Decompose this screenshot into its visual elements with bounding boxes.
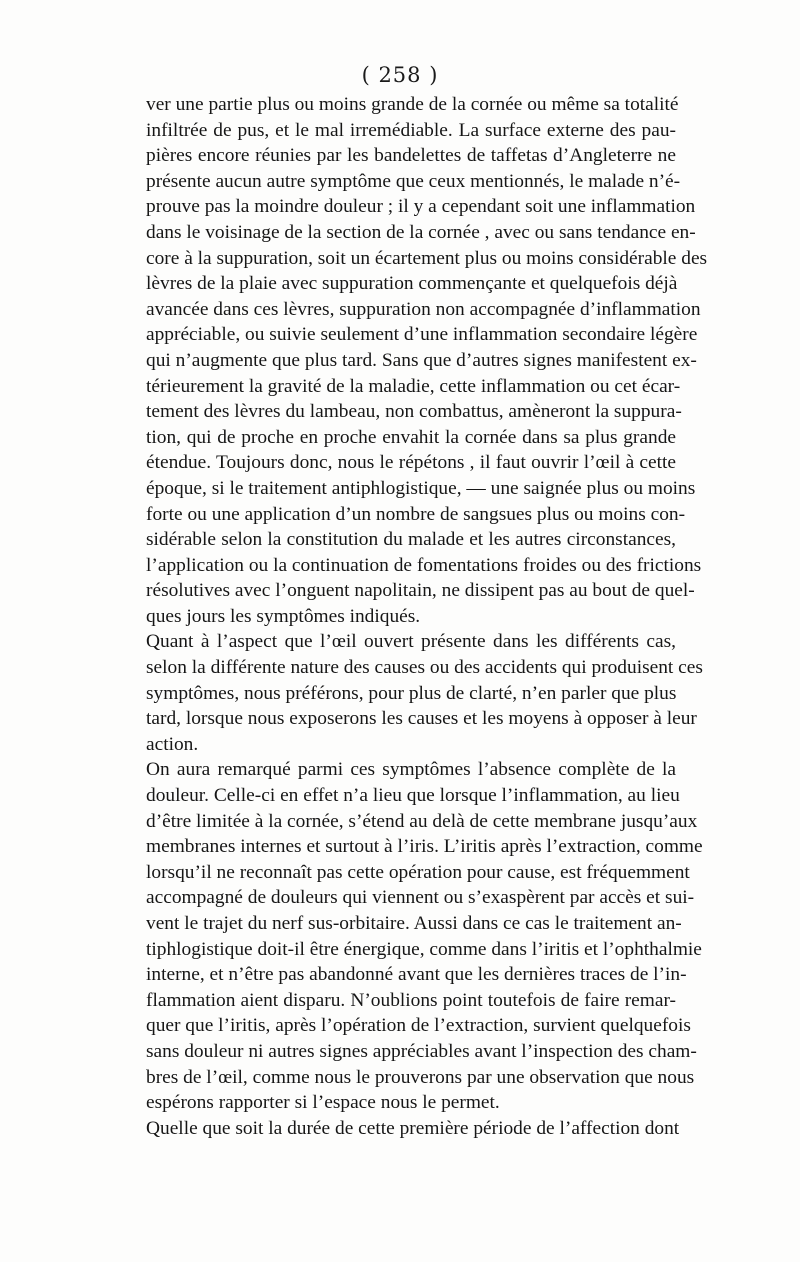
- text-line: selon la différente nature des causes ou des accidents qui produisent ces: [146, 657, 703, 679]
- text-line: avancée dans ces lèvres, suppuration non accompagnée d’inflammation: [146, 298, 701, 320]
- text-line: membranes internes et surtout à l’iris. L’iritis après l’extraction, comme: [146, 836, 703, 858]
- text-line: symptômes, nous préférons, pour plus de clarté, n’en parler que plus: [146, 682, 677, 704]
- text-line: quer que l’iritis, après l’opération de l’extraction, survient quelquefois: [146, 1015, 691, 1037]
- text-line: prouve pas la moindre douleur ; il y a cependant soit une inflammation: [146, 196, 696, 218]
- text-line: action.: [146, 733, 199, 755]
- text-line: appréciable, ou suivie seulement d’une inflammation secondaire légère: [146, 324, 698, 346]
- text-line: lèvres de la plaie avec suppuration commençante et quelquefois déjà: [146, 273, 678, 295]
- text-line: bres de l’œil, comme nous le prouverons par une observation que nous: [146, 1066, 695, 1088]
- text-line: Quelle que soit la durée de cette première période de l’affection dont: [146, 1117, 680, 1139]
- page-number: ( 258 ): [361, 63, 439, 87]
- text-line: On aura remarqué parmi ces symptômes l’absence complète de la: [146, 759, 676, 781]
- text-line: vent le trajet du nerf sus-orbitaire. Aussi dans ce cas le traitement an-: [146, 913, 682, 934]
- text-line: espérons rapporter si l’espace nous le permet.: [146, 1092, 500, 1114]
- text-line: pières encore réunies par les bandelettes de taffetas d’Angleterre ne: [146, 145, 676, 167]
- text-line: interne, et n’être pas abandonné avant que les dernières traces de l’in-: [146, 964, 687, 986]
- text-line: qui n’augmente que plus tard. Sans que d’autres signes manifestent ex-: [146, 349, 697, 371]
- text-line: tard, lorsque nous exposerons les causes et les moyens à opposer à leur: [146, 708, 697, 730]
- text-line: forte ou une application d’un nombre de sangsues plus ou moins con-: [146, 503, 686, 525]
- text-line: accompagné de douleurs qui viennent ou s’exaspèrent par accès et sui-: [146, 887, 695, 909]
- text-line: d’être limitée à la cornée, s’étend au delà de cette membrane jusqu’aux: [146, 810, 698, 832]
- text-line: flammation aient disparu. N’oublions point toutefois de faire remar-: [146, 989, 676, 1011]
- text-line: ver une partie plus ou moins grande de la cornée ou même sa totalité: [146, 94, 679, 115]
- text-line: sans douleur ni autres signes appréciables avant l’inspection des cham-: [146, 1040, 697, 1062]
- text-line: tion, qui de proche en proche envahit la cornée dans sa plus grande: [146, 426, 676, 448]
- text-line: ques jours les symptômes indiqués.: [146, 605, 421, 627]
- text-line: core à la suppuration, soit un écartement plus ou moins considérable des: [146, 247, 708, 269]
- text-line: tiphlogistique doit-il être énergique, comme dans l’iritis et l’ophthalmie: [146, 938, 702, 960]
- text-line: époque, si le traitement antiphlogistique, — une saignée plus ou moins: [146, 477, 696, 499]
- text-line: tement des lèvres du lambeau, non combattus, amèneront la suppura-: [146, 401, 682, 423]
- text-line: étendue. Toujours donc, nous le répétons , il faut ouvrir l’œil à cette: [146, 452, 676, 474]
- text-line: sidérable selon la constitution du malade et les autres circonstances,: [146, 529, 676, 551]
- body-text: [146, 92, 708, 1141]
- text-line: Quant à l’aspect que l’œil ouvert présente dans les différents cas,: [146, 631, 676, 653]
- text-line: présente aucun autre symptôme que ceux mentionnés, le malade n’é-: [146, 170, 681, 192]
- text-line: l’application ou la continuation de fomentations froides ou des frictions: [146, 554, 702, 576]
- text-line: térieurement la gravité de la maladie, cette inflammation ou cet écar-: [146, 375, 681, 397]
- text-line: douleur. Celle-ci en effet n’a lieu que lorsque l’inflammation, au lieu: [146, 785, 680, 807]
- text-line: lorsqu’il ne reconnaît pas cette opération pour cause, est fréquemment: [146, 861, 690, 883]
- text-line: dans le voisinage de la section de la cornée , avec ou sans tendance en-: [146, 221, 696, 243]
- text-line: résolutives avec l’onguent napolitain, ne dissipent pas au bout de quel-: [146, 580, 695, 602]
- text-line: infiltrée de pus, et le mal irremédiable. La surface externe des pau-: [146, 119, 676, 141]
